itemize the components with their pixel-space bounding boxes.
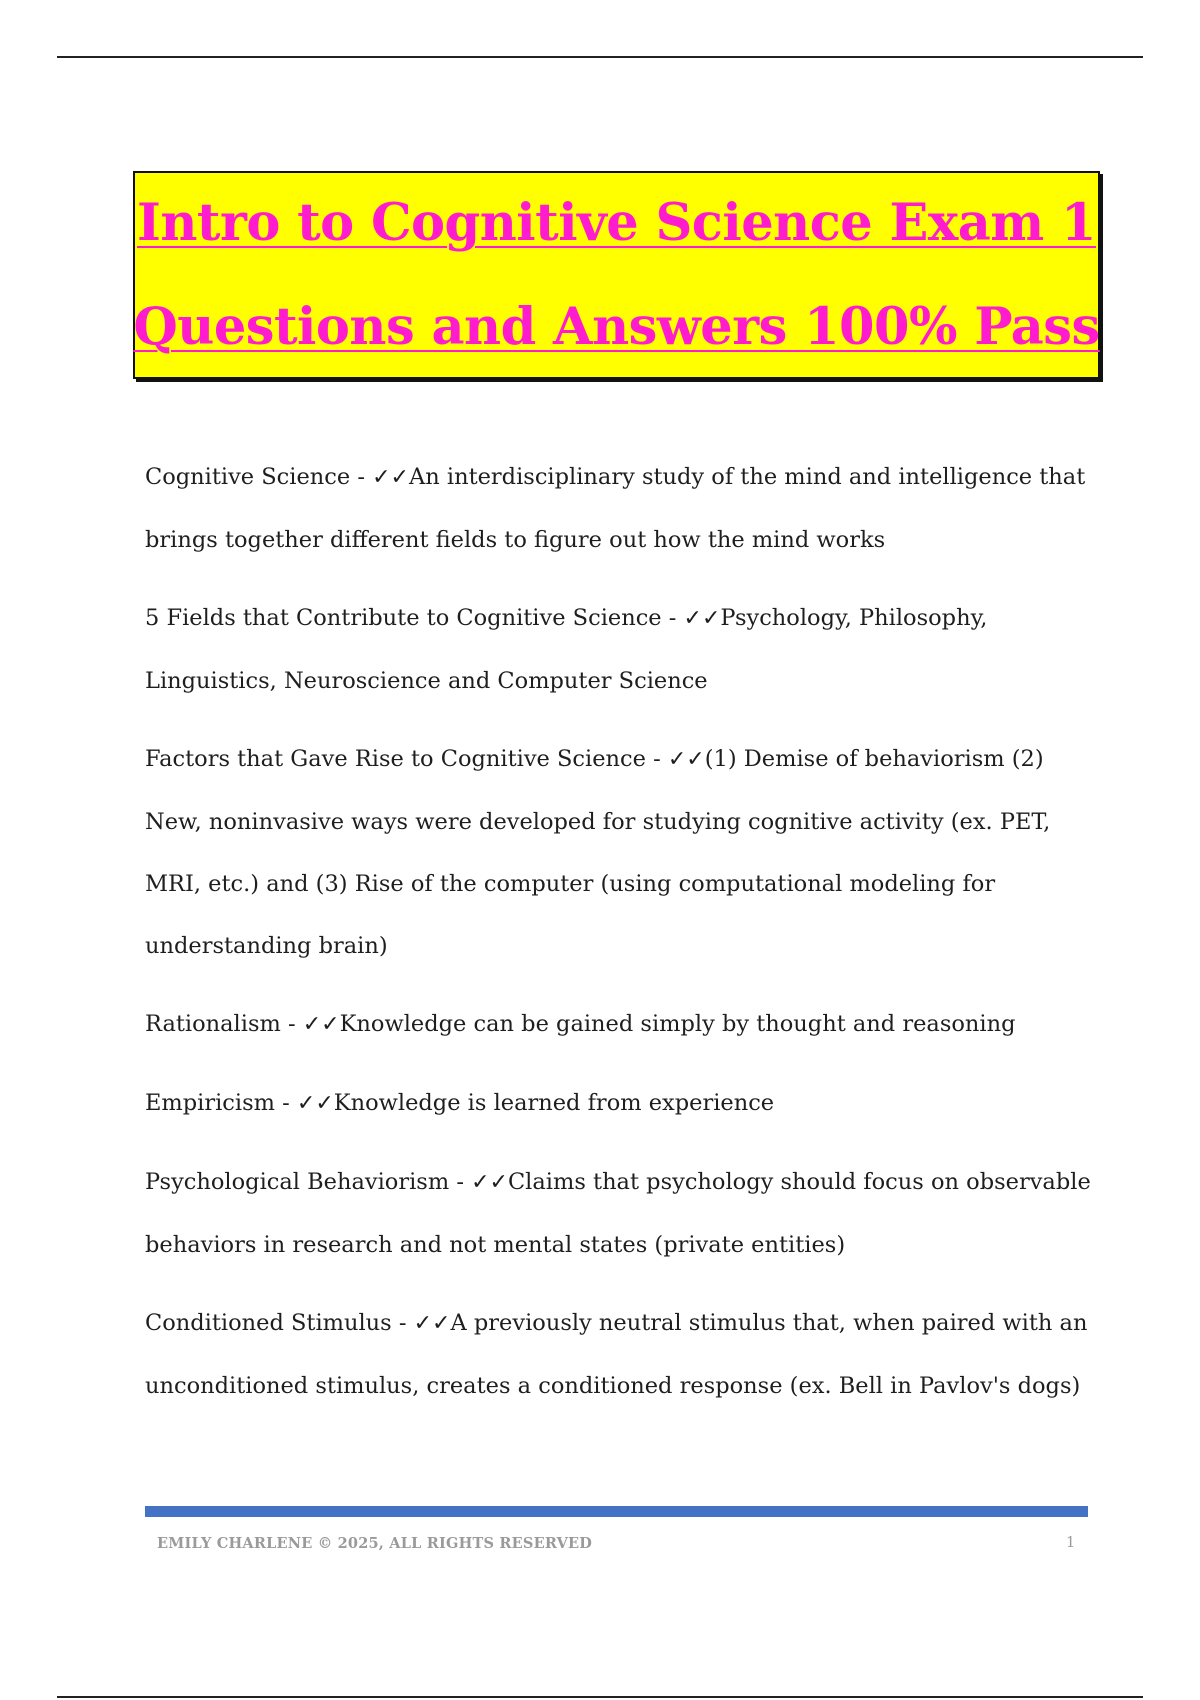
check-icon: ✓✓	[413, 1311, 451, 1336]
qa-item	[145, 1292, 1095, 1417]
title-box	[133, 171, 1100, 379]
bottom-rule	[57, 1696, 1143, 1698]
check-icon: ✓✓	[667, 747, 705, 772]
qa-term: Rationalism -	[145, 1011, 303, 1037]
qa-item	[145, 1151, 1095, 1276]
qa-item	[145, 587, 1095, 712]
qa-term: Factors that Gave Rise to Cognitive Science -	[145, 746, 668, 772]
check-icon: ✓✓	[296, 1091, 334, 1116]
qa-definition: Psychology, Philosophy, Linguistics, Neuroscience and Computer Science	[145, 605, 988, 694]
qa-item	[145, 1072, 1095, 1135]
qa-definition: A previously neutral stimulus that, when paired with an unconditioned stimulus, creates a conditioned response (ex. Bell in Pavlov's dogs)	[145, 1310, 1088, 1399]
top-rule	[57, 56, 1143, 58]
check-icon: ✓✓	[302, 1012, 340, 1037]
qa-item	[145, 446, 1095, 571]
qa-term: Psychological Behaviorism -	[145, 1169, 472, 1195]
footer-bar	[145, 1506, 1088, 1517]
qa-definition: (1) Demise of behaviorism (2) New, noninvasive ways were developed for studying cognitive activity (ex. PET, MRI, etc.) and (3) Rise of the computer (using computational modeling for understanding brain)	[145, 746, 1051, 959]
qa-term: 5 Fields that Contribute to Cognitive Science -	[145, 605, 684, 631]
qa-term: Conditioned Stimulus -	[145, 1310, 414, 1336]
check-icon: ✓✓	[372, 465, 409, 490]
page-number: 1	[1066, 1535, 1076, 1551]
qa-term: Cognitive Science -	[145, 464, 373, 490]
footer-copyright: EMILY CHARLENE © 2025, ALL RIGHTS RESERVED	[157, 1535, 593, 1552]
qa-definition: Claims that psychology should focus on observable behaviors in research and not mental states (private entities)	[145, 1169, 1091, 1258]
qa-item	[145, 993, 1095, 1056]
qa-term: Empiricism -	[145, 1090, 297, 1116]
qa-definition: Knowledge can be gained simply by thought and reasoning	[339, 1011, 1016, 1037]
qa-definition: An interdisciplinary study of the mind and intelligence that brings together different fields to figure out how the mind works	[145, 464, 1086, 553]
qa-definition: Knowledge is learned from experience	[333, 1090, 775, 1116]
title-line-2: Questions and Answers 100% Pass	[133, 297, 1100, 357]
qa-list	[145, 446, 1095, 1433]
qa-item	[145, 728, 1095, 977]
title-line-1: Intro to Cognitive Science Exam 1	[136, 193, 1097, 253]
check-icon: ✓✓	[683, 606, 721, 631]
check-icon: ✓✓	[471, 1170, 508, 1195]
